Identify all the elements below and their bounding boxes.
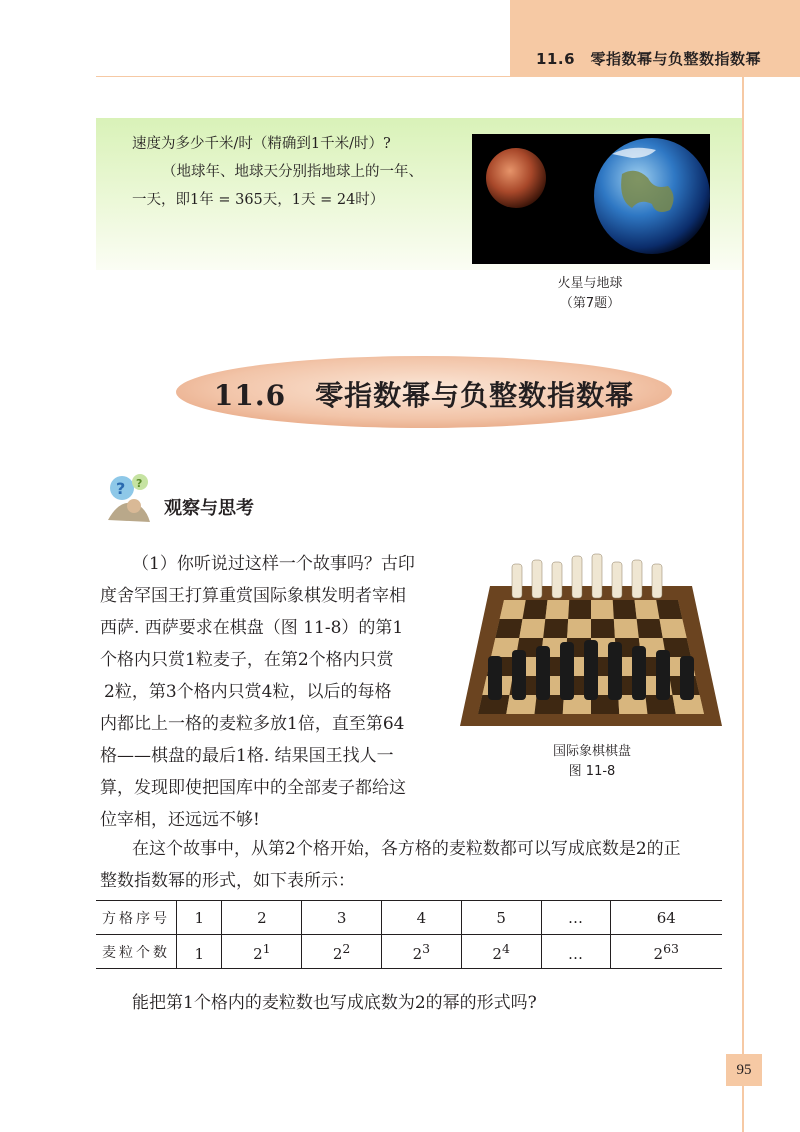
power-base: 2	[492, 944, 502, 963]
table-cell	[382, 935, 462, 969]
power-base: 1	[194, 944, 204, 963]
story-line: 2粒，第3个格内只赏4粒，以后的每格	[104, 682, 392, 702]
table-cell: …	[541, 901, 610, 935]
row-header: 麦粒个数	[102, 944, 170, 961]
paragraph-line: 在这个故事中，从第2个格开始，各方格的麦粒数都可以写成底数是2的正	[132, 839, 681, 859]
table-cell: 2	[222, 901, 302, 935]
story-line: 度舍罕国王打算重赏国际象棋发明者宰相	[100, 586, 406, 606]
mars-planet	[486, 148, 546, 208]
chessboard-photo	[460, 546, 722, 732]
exercise-line: 一天，即1年 = 365天，1天 = 24时）	[132, 192, 385, 208]
chess-square	[568, 600, 591, 619]
observe-think-icon	[100, 470, 160, 530]
table-cell	[177, 935, 222, 969]
chess-square	[543, 619, 568, 638]
story-line: （1）你听说过这样一个故事吗？古印	[132, 554, 415, 574]
table-cell	[461, 935, 541, 969]
observe-think-label: 观察与思考	[164, 498, 254, 519]
chess-square	[635, 600, 660, 619]
story-line: 个格内只赏1粒麦子，在第2个格内只赏	[100, 650, 394, 670]
chess-square	[591, 600, 614, 619]
table-cell	[610, 935, 722, 969]
power-base: 2	[253, 944, 263, 963]
story-line: 算，发现即使把国库中的全部麦子都给这	[100, 778, 406, 798]
chess-square	[495, 619, 522, 638]
chess-square	[613, 600, 637, 619]
row-header: 方格序号	[102, 910, 170, 927]
svg-text:?: ?	[136, 477, 143, 490]
table-cell	[541, 935, 610, 969]
table-row	[96, 901, 722, 935]
table-cell	[302, 935, 382, 969]
power-exponent: 1	[262, 940, 271, 956]
header-divider	[96, 76, 800, 77]
table-cell	[222, 935, 302, 969]
story-line: 位宰相，还远远不够!	[100, 810, 260, 830]
figure-number: 图 11-8	[568, 764, 616, 779]
power-exponent: 2	[342, 940, 351, 956]
table-cell: 4	[382, 901, 462, 935]
chess-square	[614, 619, 639, 638]
chess-square	[637, 619, 663, 638]
chess-square	[660, 619, 687, 638]
power-exponent: 3	[422, 940, 431, 956]
chess-square	[500, 600, 526, 619]
power-base: …	[568, 944, 584, 963]
power-base: 2	[653, 944, 664, 963]
mars-earth-photo	[472, 134, 710, 264]
margin-rule	[742, 76, 744, 1132]
svg-text:?: ?	[116, 479, 126, 498]
power-exponent: 4	[501, 940, 510, 956]
chess-square	[519, 619, 545, 638]
photo-caption: 火星与地球	[557, 276, 623, 291]
table-row	[96, 935, 722, 969]
exercise-line: （地球年、地球天分别指地球上的一年、	[162, 164, 423, 180]
paragraph-line: 整数指数幂的形式，如下表所示：	[100, 871, 355, 891]
story-line: 内都比上一格的麦粒多放1倍，直至第64	[100, 714, 405, 734]
exercise-line: 速度为多少千米/时（精确到1千米/时）?	[132, 136, 391, 152]
story-line: 西萨. 西萨要求在棋盘（图 11-8）的第1	[100, 618, 404, 638]
table-cell: 1	[177, 901, 222, 935]
chess-square	[656, 600, 682, 619]
photo-caption-number: （第7题）	[559, 296, 621, 311]
power-base: 2	[412, 944, 423, 963]
page-number: 95	[726, 1054, 762, 1086]
table-cell: 3	[302, 901, 382, 935]
power-base: 2	[332, 944, 343, 963]
section-title: 11.6 零指数幂与负整数指数幂	[213, 379, 635, 412]
chess-square	[591, 619, 615, 638]
table-cell: 5	[461, 901, 541, 935]
running-header-title: 11.6 零指数幂与负整数指数幂	[536, 50, 762, 68]
chess-square	[523, 600, 548, 619]
chess-square	[567, 619, 591, 638]
power-exponent: 63	[663, 940, 679, 956]
story-line: 格——棋盘的最后1格. 结果国王找人一	[100, 746, 394, 766]
grain-count-table	[96, 900, 722, 969]
question-line: 能把第1个格内的麦粒数也写成底数为2的幂的形式吗?	[132, 993, 537, 1013]
chess-square	[545, 600, 569, 619]
chess-caption: 国际象棋棋盘	[552, 744, 631, 759]
table-cell: 64	[610, 901, 722, 935]
